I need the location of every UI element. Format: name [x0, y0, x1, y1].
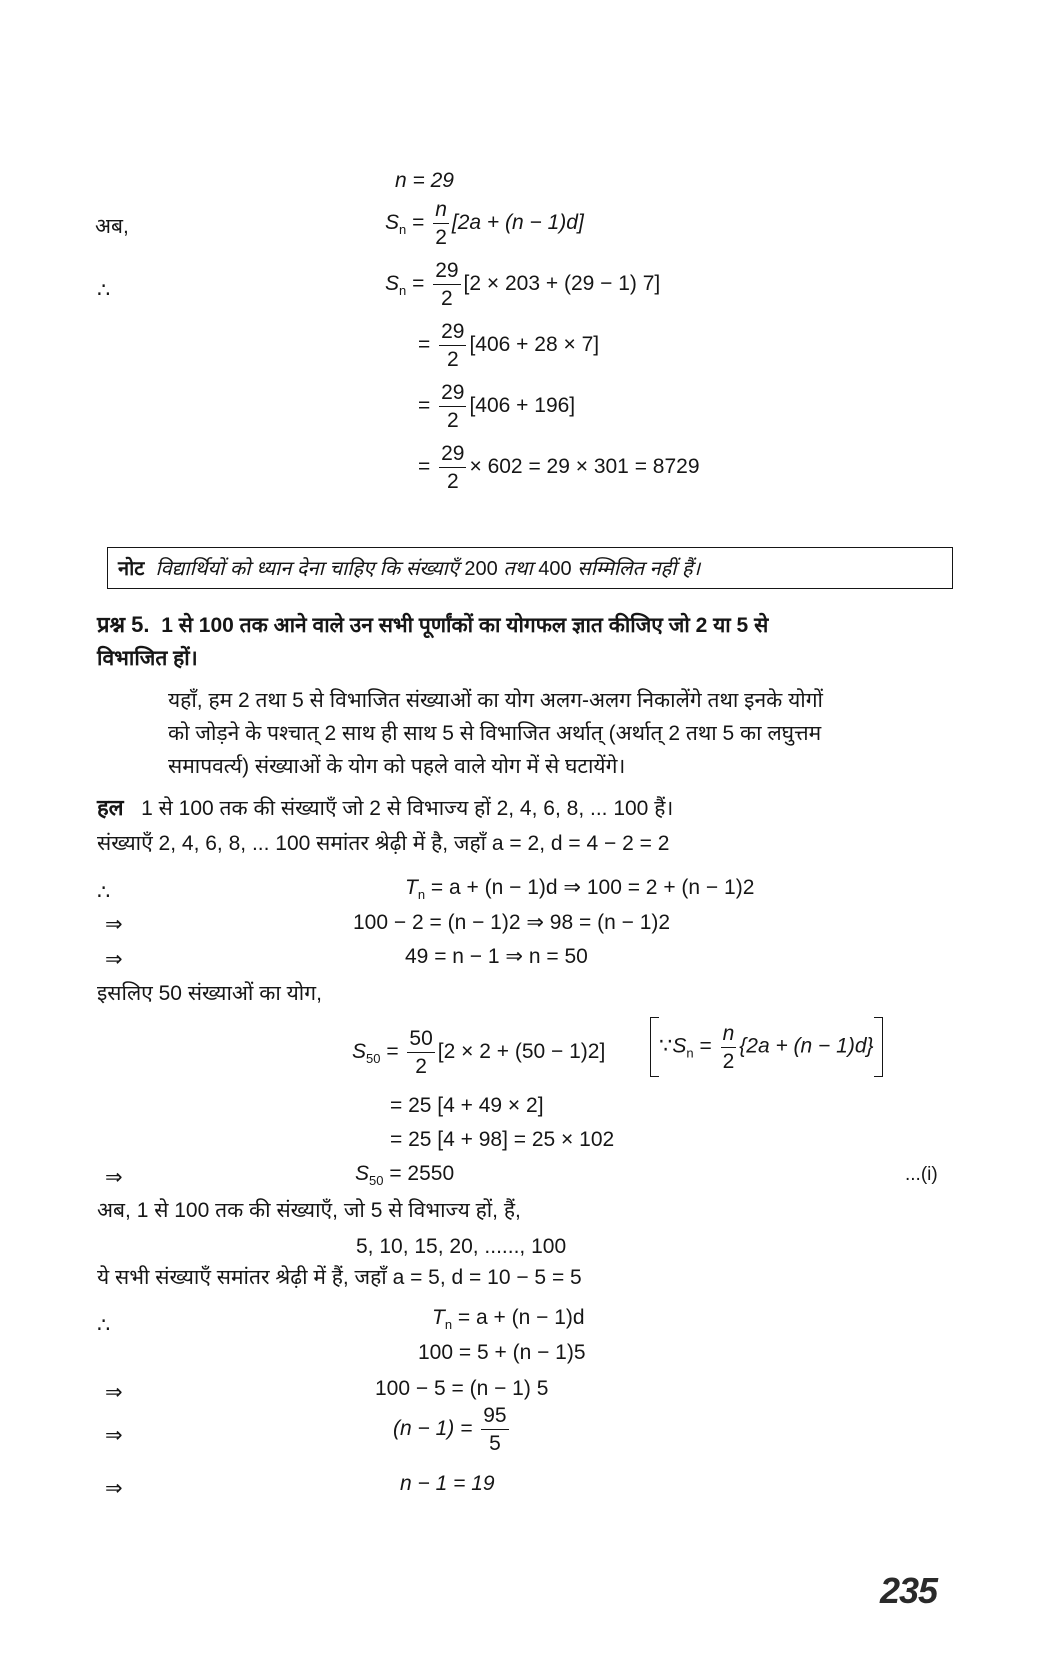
- note-label: नोट: [118, 558, 145, 580]
- eq-s50: $S_{50}$ = $\frac{50}{2}$ [2 × 2 + (50 − 1)2]: [352, 1027, 606, 1078]
- therefore-symbol: ∴: [97, 1314, 111, 1337]
- eq-sn-step1: $S_n$ = $\frac{29}{2}$ [2 × 203 + (29 − 1) 7]: [385, 259, 661, 310]
- eq-step3: = $\frac{29}{2}$ [406 + 196]: [418, 381, 576, 432]
- fraction: $\frac{n}{2}$: [435, 198, 447, 249]
- fraction: $\frac{95}{5}$: [483, 1404, 507, 1455]
- eq-step4: = $\frac{29}{2}$ × 602 = 29 × 301 = 8729: [418, 442, 700, 493]
- sequence-5: 5, 10, 15, 20, ......, 100: [356, 1235, 567, 1258]
- note-text: नोट विद्यार्थियों को ध्यान देना चाहिए कि संख्याएँ 200 तथा 400 सम्मिलित नहीं हैं।: [118, 558, 701, 580]
- implies-symbol: ⇒: [105, 1381, 123, 1404]
- implies-symbol: ⇒: [105, 948, 123, 971]
- eq-n-29: n = 29: [395, 169, 454, 192]
- implies-symbol: ⇒: [105, 1166, 123, 1189]
- solution-label: हल: [97, 795, 124, 820]
- question-label: प्रश्न 5.: [97, 612, 150, 637]
- formula-bracket: $\because S_n$ = $\frac{n}{2}$ {2a + (n − 1)d}: [650, 1017, 883, 1077]
- div5-intro: अब, 1 से 100 तक की संख्याएँ, जो 5 से विभाज्य हों, हैं,: [97, 1199, 521, 1222]
- eq-s50-value: $S_{50} = 2550$: [355, 1162, 455, 1188]
- fraction: $\frac{29}{2}$: [441, 442, 465, 493]
- therefore-symbol: ∴: [97, 881, 111, 904]
- eq-49: 49 = n − 1 ⇒ n = 50: [405, 945, 588, 968]
- sum50-intro: इसलिए 50 संख्याओं का योग,: [97, 982, 322, 1005]
- ap5-line: ये सभी संख्याएँ समांतर श्रेढ़ी में हैं, जहाँ a = 5, d = 10 − 5 = 5: [97, 1266, 582, 1289]
- eq-100-5n: 100 = 5 + (n − 1)5: [418, 1341, 586, 1364]
- question-hint: यहाँ, हम 2 तथा 5 से विभाजित संख्याओं का योग अलग-अलग निकालेंगे तथा इनके योगों को जोड़ने के पश्चात् 2 साथ ही साथ 5 से विभाजित अर्थात् (अर्थात् 2 तथा 5 का लघुत्तम समापवर्त्य) संख्याओं के योग को पहले वाले योग में से घटायेंगे।: [168, 689, 823, 778]
- eq-tn-2: $T_n = a + (n - 1)d$: [432, 1306, 585, 1332]
- eq-n-minus-1-19: n − 1 = 19: [400, 1472, 495, 1495]
- eq-s-step1: = 25 [4 + 49 × 2]: [390, 1094, 544, 1117]
- eq-sn-formula: $S_n$ = $\frac{n}{2}$ [2a + (n − 1)d]: [385, 198, 584, 249]
- fraction: $\frac{29}{2}$: [441, 320, 465, 371]
- eq-tn: $T_n = a + (n - 1)d$ ⇒ 100 = 2 + (n − 1)2: [405, 876, 755, 902]
- question-5: प्रश्न 5. 1 से 100 तक आने वाले उन सभी पूर्णांकों का योगफल ज्ञात कीजिए जो 2 या 5 से विभाजित हों।: [97, 612, 769, 670]
- implies-symbol: ⇒: [105, 913, 123, 936]
- fraction: $\frac{50}{2}$: [409, 1027, 433, 1078]
- page-number: 235: [880, 1570, 938, 1611]
- implies-symbol: ⇒: [105, 1424, 123, 1447]
- eq-100-minus-5: 100 − 5 = (n − 1) 5: [375, 1377, 549, 1400]
- fraction: $\frac{n}{2}$: [722, 1021, 735, 1073]
- eq-100-2: 100 − 2 = (n − 1)2 ⇒ 98 = (n − 1)2: [353, 911, 671, 934]
- fraction: $\frac{29}{2}$: [435, 259, 459, 310]
- implies-symbol: ⇒: [105, 1477, 123, 1500]
- solution-line2: संख्याएँ 2, 4, 6, 8, ... 100 समांतर श्रेढ़ी में है, जहाँ a = 2, d = 4 − 2 = 2: [97, 832, 670, 855]
- ab-label: अब,: [95, 215, 129, 238]
- eq-step2: = $\frac{29}{2}$ [406 + 28 × 7]: [418, 320, 600, 371]
- equation-ref-i: ...(i): [905, 1164, 938, 1185]
- eq-s-step2: = 25 [4 + 98] = 25 × 102: [390, 1128, 615, 1151]
- solution-line1: हल 1 से 100 तक की संख्याएँ जो 2 से विभाज्य हों 2, 4, 6, 8, ... 100 हैं।: [97, 795, 674, 820]
- fraction: $\frac{29}{2}$: [441, 381, 465, 432]
- eq-n-minus-1-frac: (n − 1) = $\frac{95}{5}$: [393, 1404, 507, 1455]
- therefore-symbol: ∴: [97, 279, 111, 302]
